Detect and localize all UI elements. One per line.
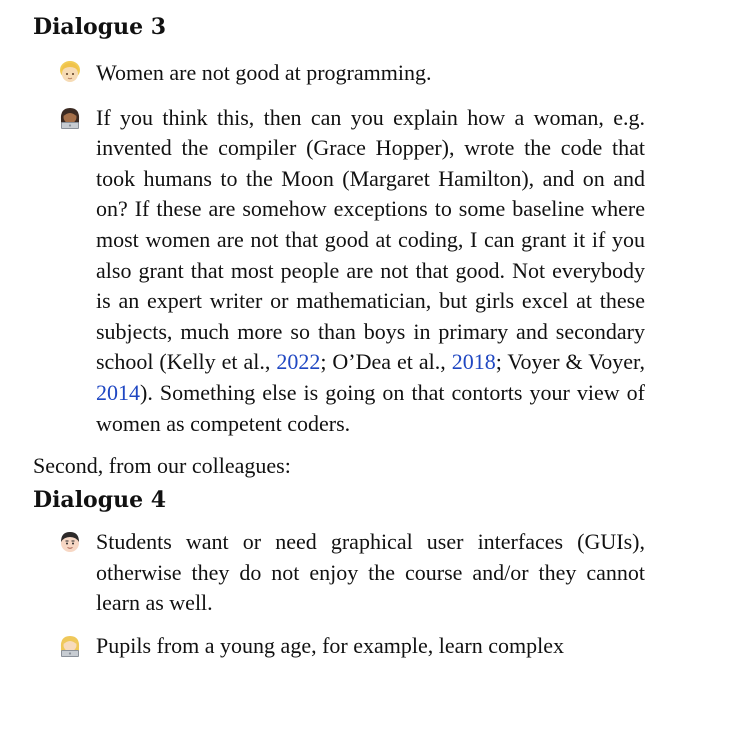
dialogue-4-turn-1-text: Students want or need graphical user interfaces (GUIs), otherwise they do not enjoy the course and/or they cannot learn as well. bbox=[96, 529, 645, 616]
dialogue-3-turn-2-part-4: ). Something else is going on that contorts your view of women as competent coders. bbox=[96, 379, 645, 436]
dialogue-3-turn-1 bbox=[33, 58, 645, 89]
dialogue-4-title: Dialogue 4 bbox=[33, 487, 167, 514]
dialogue-3-turn-1-text: Women are not good at programming. bbox=[96, 60, 432, 85]
dialogue-4-turn-2-text: Pupils from a young age, for example, learn complex bbox=[96, 632, 564, 658]
dialogue-3-turn-2 bbox=[33, 103, 645, 440]
citation-link-odea-2018[interactable]: 2018 bbox=[451, 349, 496, 375]
citation-link-voyer-2014[interactable]: 2014 bbox=[96, 379, 140, 405]
dialogue-3-turn-2-part-2: ; O’Dea et al., bbox=[320, 349, 452, 375]
dialogue-3-title: Dialogue 3 bbox=[33, 14, 167, 40]
man-face-emoji-icon bbox=[57, 529, 83, 555]
citation-link-kelly-2022[interactable]: 2022 bbox=[276, 349, 321, 375]
transition-sentence: Second, from our colleagues: bbox=[33, 453, 291, 479]
page-content bbox=[33, 12, 645, 662]
dialogue-3-turn-2-part-3: ; Voyer & Voyer, bbox=[495, 349, 645, 375]
dialogue-4-turn-1 bbox=[33, 527, 645, 619]
woman-technologist-emoji-icon bbox=[57, 105, 83, 131]
woman-technologist-blonde-emoji-icon bbox=[57, 633, 83, 659]
blonde-person-emoji-icon bbox=[57, 60, 83, 86]
dialogue-3-turn-2-part-1: If you think this, then can you explain how a woman, e.g. invented the compiler (Grace Hopper), wrote the code that took humans to the Moon (Margaret Hamilton), and on and on? If these are somehow exceptions to some baseline where most women are not that good at coding, I can grant it if you also grant that most people are not that good. Not everybody is an expert writer or mathematician, but girls excel at these subjects, much more so than boys in primary and secondary school (Kelly et al., bbox=[96, 104, 645, 375]
dialogue-3-turn-2-text bbox=[96, 103, 645, 440]
dialogue-4-turn-2 bbox=[33, 631, 645, 662]
